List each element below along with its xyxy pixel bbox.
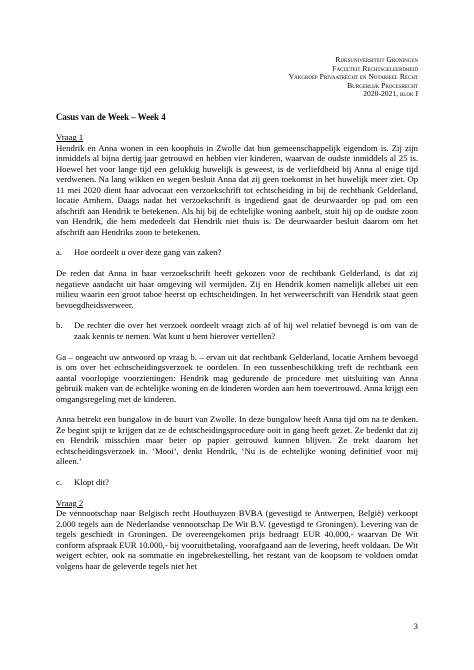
header-faculty: Faculteit Rechtsgeleerdheid bbox=[332, 63, 418, 73]
question-2-paragraph-1: De vennootschap naar Belgisch recht Houthuyzen BVBA (gevestigd te Antwerpen, België) verkoopt 2.000 tegels aan de Nederlandse vennootschap De Wit B.V. (gevestigd te Groningen). Levering van de tegels geschiedt in Groningen. De overeengekomen prijs bedraagt EUR 40.000,- waarvan De Wit conform afspraak EUR 10.000,- bij vooruitbetaling, voorafgaand aan de levering, heeft voldaan. De Wit weigert echter, ook na sommatie en ingebrekestelling, het restant van de koopsom te voldoen omdat volgens haar de geleverde tegels niet het bbox=[56, 508, 418, 571]
question-1a-label: a. bbox=[56, 247, 63, 258]
header-department: Vakgroep Privaatrecht en Notarieel Recht bbox=[288, 72, 418, 81]
header-term: 2020-2021, blok I bbox=[363, 89, 418, 98]
question-1c bbox=[56, 477, 418, 487]
question-1b-text: De rechter die over het verzoek oordeelt vraagt zich af of hij wel relatief bevoegd is om van de zaak kennis te nemen. Wat kunt u hem hierover vertellen? bbox=[74, 320, 418, 341]
question-1b-label: b. bbox=[56, 320, 63, 331]
question-1c-text: Klopt dit? bbox=[74, 477, 109, 488]
question-1-paragraph-1: Hendrik en Anna wonen in een koophuis in Zwolle dat hun gemeenschappelijk eigendom is. Zij zijn inmiddels al bijna dertig jaar getrouwd en hebben vier kinderen, waarvan de oudste inmiddels al 25 is. Hoewel het voor lange tijd een gelukkig huwelijk is geweest, is de verliefdheid bij Anna al enige tijd verdwenen. Na lang wikken en wegen besluit Anna dat zij geen toekomst in het huwelijk meer ziet. Op 11 mei 2020 dient haar advocaat een verzoekschrift tot echtscheiding in bij de rechtbank Gelderland, locatie Arnhem. Daags nadat het verzoekschrift is ingediend gaat de deurwaarder op pad om een afschrift aan Hendrik te betekenen. Als hij bij de echtelijke woning aanbelt, stuit hij op de oudste zoon van Hendrik, die hem mededeelt dat Hendrik niet thuis is. De deurwaarder besluit daarom om het afschrift aan Hendriks zoon te betekenen. bbox=[56, 142, 418, 237]
document-title: Casus van de Week – Week 4 bbox=[56, 112, 166, 122]
header-course: Burgerlijk Procesrecht bbox=[347, 80, 418, 90]
question-1-heading: Vraag 1 bbox=[56, 132, 84, 143]
document-header bbox=[289, 56, 418, 99]
question-1-paragraph-4: Anna betrekt een bungalow in de buurt van Zwolle. In deze bungalow heeft Anna tijd om na te denken. Ze begint spijt te krijgen dat ze de echtscheidingsprocedure ooit in gang heeft gezet. Ze bedenkt dat zij en Hendrik misschien maar beter op papier getrouwd kunnen blijven. Ze trekt daarom het echtscheidingsverzoek in. ‘Mooi’, denkt Hendrik, ‘Nu is de echtelijke woning definitief voor mij alleen.’ bbox=[56, 414, 418, 467]
question-1a-text: Hoe oordeelt u over deze gang van zaken? bbox=[74, 247, 222, 258]
question-1-paragraph-3: Ga – ongeacht uw antwoord op vraag b. – ervan uit dat rechtbank Gelderland, locatie Arnhem bevoegd is om over het echtscheidingsverzoek te oordelen. In een tussenbeschikking treft de rechtbank een aantal voorlopige voorzieningen: Hendrik mag gedurende de procedure met uitsluiting van Anna gebruik maken van de echtelijke woning en de kinderen worden aan hem toevertrouwd. Anna krijgt een omgangsregeling met de kinderen. bbox=[56, 351, 418, 404]
question-2-heading: Vraag 2 bbox=[56, 497, 84, 508]
header-university: Rijksuniversiteit Groningen bbox=[335, 55, 418, 64]
question-1b bbox=[56, 320, 418, 341]
question-1-paragraph-2: De reden dat Anna in haar verzoekschrift heeft gekozen voor de rechtbank Gelderland, is dat zij negatieve aandacht uit haar omgeving wil vermijden. Zij en Hendrik komen namelijk allebei uit een milieu waarin een groot taboe heerst op echtscheidingen. In het verweerschrift van Hendrik staat geen bevoegdheidsverweer. bbox=[56, 268, 418, 310]
question-1a bbox=[56, 247, 418, 257]
question-1c-label: c. bbox=[56, 477, 63, 488]
document-body bbox=[56, 112, 418, 571]
page-number: 3 bbox=[413, 621, 418, 631]
